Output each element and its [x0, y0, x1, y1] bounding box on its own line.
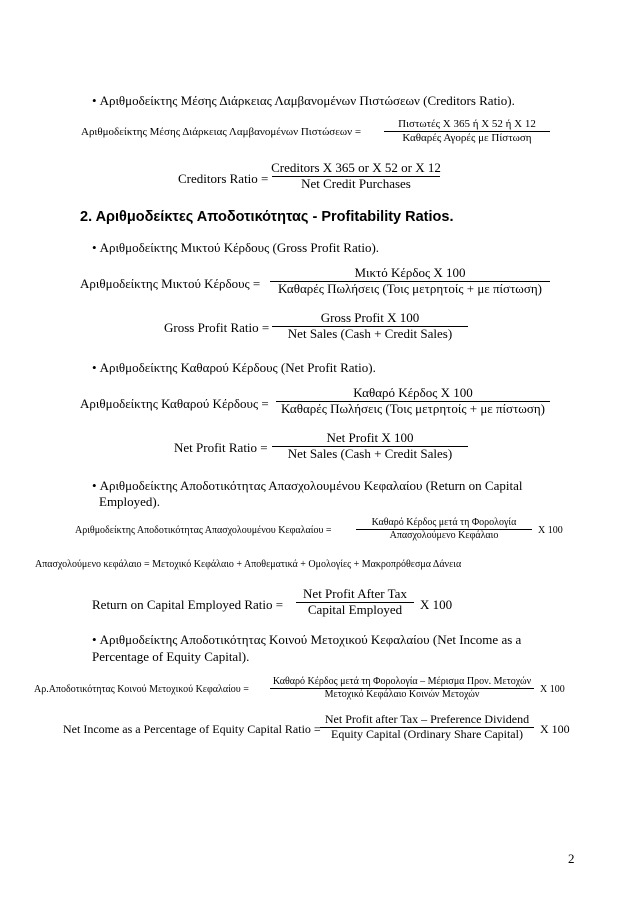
- net-en-label: Net Profit Ratio =: [174, 440, 268, 455]
- fraction-numerator: Καθαρό Κέρδος μετά τη Φορολογία – Μέρισμα Προν. Μετοχών: [272, 676, 532, 687]
- equity-gr-fraction: [270, 676, 534, 700]
- creditors-gr-fraction: [384, 118, 550, 144]
- fraction-numerator: Gross Profit X 100: [320, 310, 420, 325]
- roce-gr-fraction: [356, 517, 532, 541]
- bullet-roce-line2: Employed).: [99, 494, 161, 509]
- roce-en-multiplier: X 100: [420, 597, 453, 612]
- fraction-denominator: Net Credit Purchases: [301, 175, 411, 191]
- equity-en-fraction: [320, 713, 534, 742]
- net-en-fraction: [272, 431, 468, 462]
- fraction-numerator: Net Profit X 100: [326, 430, 414, 445]
- roce-en-fraction: [296, 587, 414, 618]
- equity-gr-label: Αρ.Αποδοτικότητας Κοινού Μετοχικού Κεφαλαίου =: [34, 684, 249, 695]
- fraction-numerator: Μικτό Κέρδος Χ 100: [354, 265, 466, 280]
- fraction-numerator: Καθαρό Κέρδος μετά τη Φορολογία: [371, 517, 517, 528]
- gross-en-fraction: [272, 311, 468, 342]
- bullet-creditors-ratio: [92, 93, 515, 109]
- fraction-numerator: Net Profit After Tax: [303, 586, 407, 601]
- bullet-net-profit-ratio: [92, 360, 376, 376]
- fraction-numerator: Net Profit after Tax – Preference Dividend: [324, 712, 530, 726]
- net-gr-fraction: [276, 386, 550, 417]
- fraction-denominator: Net Sales (Cash + Credit Sales): [287, 325, 453, 341]
- creditors-gr-label: Αριθμοδείκτης Μέσης Διάρκειας Λαμβανομένων Πιστώσεων =: [81, 126, 362, 138]
- fraction-denominator: Καθαρές Πωλήσεις (Τοις μετρητοίς + με πίστωση): [278, 280, 542, 296]
- fraction-numerator: Creditors X 365 or X 52 or X 12: [271, 160, 441, 175]
- fraction-denominator: Απασχολούμενο Κεφάλαιο: [389, 529, 499, 541]
- fraction-numerator: Καθαρό Κέρδος Χ 100: [353, 385, 473, 400]
- gross-gr-label: Αριθμοδείκτης Μικτού Κέρδους =: [80, 276, 261, 291]
- fraction-denominator: Μετοχικό Κεφάλαιο Κοινών Μετοχών: [324, 688, 480, 700]
- bullet-gross-profit-ratio: [92, 240, 379, 256]
- gross-gr-fraction: [270, 266, 550, 297]
- equity-gr-multiplier: Χ 100: [540, 684, 565, 695]
- fraction-denominator: Equity Capital (Ordinary Share Capital): [331, 726, 523, 741]
- gross-en-label: Gross Profit Ratio =: [164, 320, 270, 335]
- fraction-denominator: Capital Employed: [307, 601, 403, 617]
- creditors-en-label: Creditors Ratio =: [178, 171, 269, 186]
- section-heading: 2. Αριθμοδείκτες Αποδοτικότητας - Profitability Ratios.: [80, 209, 454, 225]
- roce-en-label: Return on Capital Employed Ratio =: [92, 597, 284, 612]
- fraction-denominator: Net Sales (Cash + Credit Sales): [287, 445, 453, 461]
- bullet-equity-capital: [92, 632, 521, 648]
- creditors-en-fraction: [272, 161, 440, 192]
- equity-en-label: Net Income as a Percentage of Equity Capital Ratio =: [63, 722, 321, 736]
- bullet-text: Αριθμοδείκτης Καθαρού Κέρδους (Net Profit Ratio).: [99, 360, 376, 375]
- net-gr-label: Αριθμοδείκτης Καθαρού Κέρδους =: [80, 396, 269, 411]
- roce-gr-label: Αριθμοδείκτης Αποδοτικότητας Απασχολουμένου Κεφαλαίου =: [75, 525, 332, 536]
- equity-en-multiplier: X 100: [540, 722, 570, 736]
- capital-employed-definition: Απασχολούμενο κεφάλαιο = Μετοχικό Κεφάλαιο + Αποθεματικά + Ομολογίες + Μακροπρόθεσμα Δάνεια: [35, 559, 462, 570]
- bullet-text: Αριθμοδείκτης Αποδοτικότητας Κοινού Μετοχικού Κεφαλαίου (Net Income as a: [99, 632, 522, 647]
- fraction-denominator: Καθαρές Πωλήσεις (Τοις μετρητοίς + με πίστωση): [281, 400, 545, 416]
- bullet-text: Αριθμοδείκτης Μικτού Κέρδους (Gross Profit Ratio).: [99, 240, 380, 255]
- bullet-equity-line2: Percentage of Equity Capital).: [92, 649, 250, 664]
- page-number: 2: [568, 851, 575, 866]
- bullet-roce: [92, 478, 522, 494]
- bullet-text: Αριθμοδείκτης Μέσης Διάρκειας Λαμβανομένων Πιστώσεων (Creditors Ratio).: [99, 93, 515, 108]
- bullet-text: Αριθμοδείκτης Αποδοτικότητας Απασχολουμένου Κεφαλαίου (Return on Capital: [99, 478, 523, 493]
- fraction-denominator: Καθαρές Αγορές με Πίστωση: [402, 131, 532, 144]
- roce-gr-multiplier: Χ 100: [538, 525, 563, 536]
- fraction-numerator: Πιστωτές Χ 365 ή Χ 52 ή Χ 12: [398, 118, 536, 130]
